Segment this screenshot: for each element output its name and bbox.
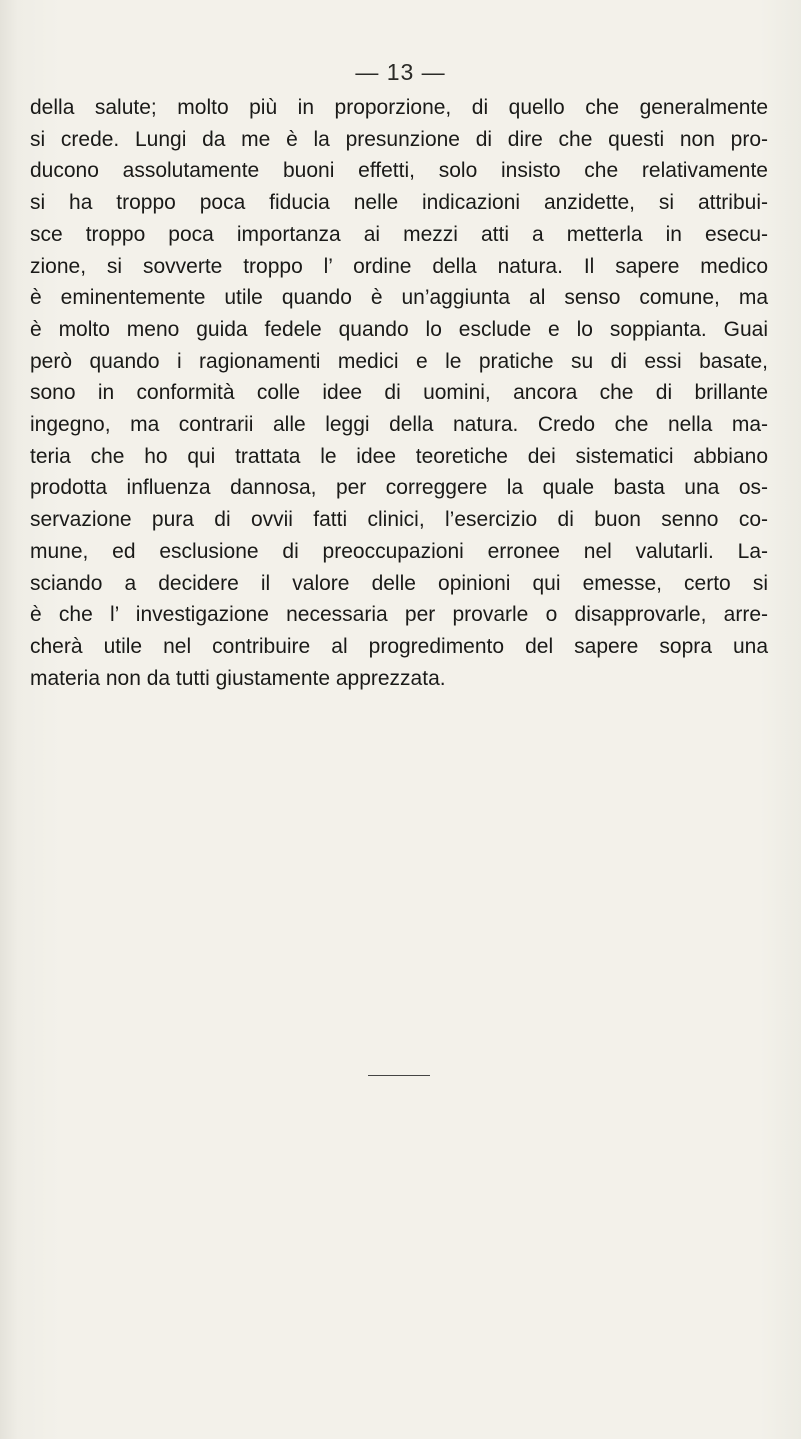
text-line: ducono assolutamente buoni effetti, solo insisto che relativamente — [30, 159, 768, 183]
text-line: zione, si sovverte troppo l’ ordine della natura. Il sapere medico — [30, 254, 768, 278]
text-line-last: materia non da tutti giustamente apprezzata. — [30, 666, 446, 690]
page-number: — 13 — — [355, 59, 446, 85]
text-line: teria che ho qui trattata le idee teoretiche dei sistematici abbiano — [30, 444, 768, 468]
body-paragraph — [30, 92, 768, 694]
text-line: si ha troppo poca fiducia nelle indicazioni anzidette, si attribui- — [30, 191, 768, 215]
text-line: si crede. Lungi da me è la presunzione di dire che questi non pro- — [30, 127, 768, 151]
text-line: ingegno, ma contrarii alle leggi della natura. Credo che nella ma- — [30, 413, 768, 437]
text-line: però quando i ragionamenti medici e le pratiche su di essi basate, — [30, 349, 768, 373]
text-line: è molto meno guida fedele quando lo esclude e lo soppianta. Guai — [30, 317, 768, 341]
text-line: cherà utile nel contribuire al progredimento del sapere sopra una — [30, 634, 768, 658]
text-line: prodotta influenza dannosa, per correggere la quale basta una os- — [30, 476, 768, 500]
text-line: servazione pura di ovvii fatti clinici, l’esercizio di buon senno co- — [30, 508, 768, 532]
text-line: mune, ed esclusione di preoccupazioni erronee nel valutarli. La- — [30, 539, 768, 563]
text-line: della salute; molto più in proporzione, di quello che generalmente — [30, 96, 768, 119]
text-line: sono in conformità colle idee di uomini, ancora che di brillante — [30, 381, 768, 405]
text-line: è eminentemente utile quando è un’aggiunta al senso comune, ma — [30, 286, 768, 310]
text-line: è che l’ investigazione necessaria per provarle o disapprovarle, arre- — [30, 603, 768, 627]
section-divider — [368, 1075, 430, 1076]
text-line: sciando a decidere il valore delle opinioni qui emesse, certo si — [30, 571, 768, 595]
text-line: sce troppo poca importanza ai mezzi atti a metterla in esecu- — [30, 222, 768, 246]
